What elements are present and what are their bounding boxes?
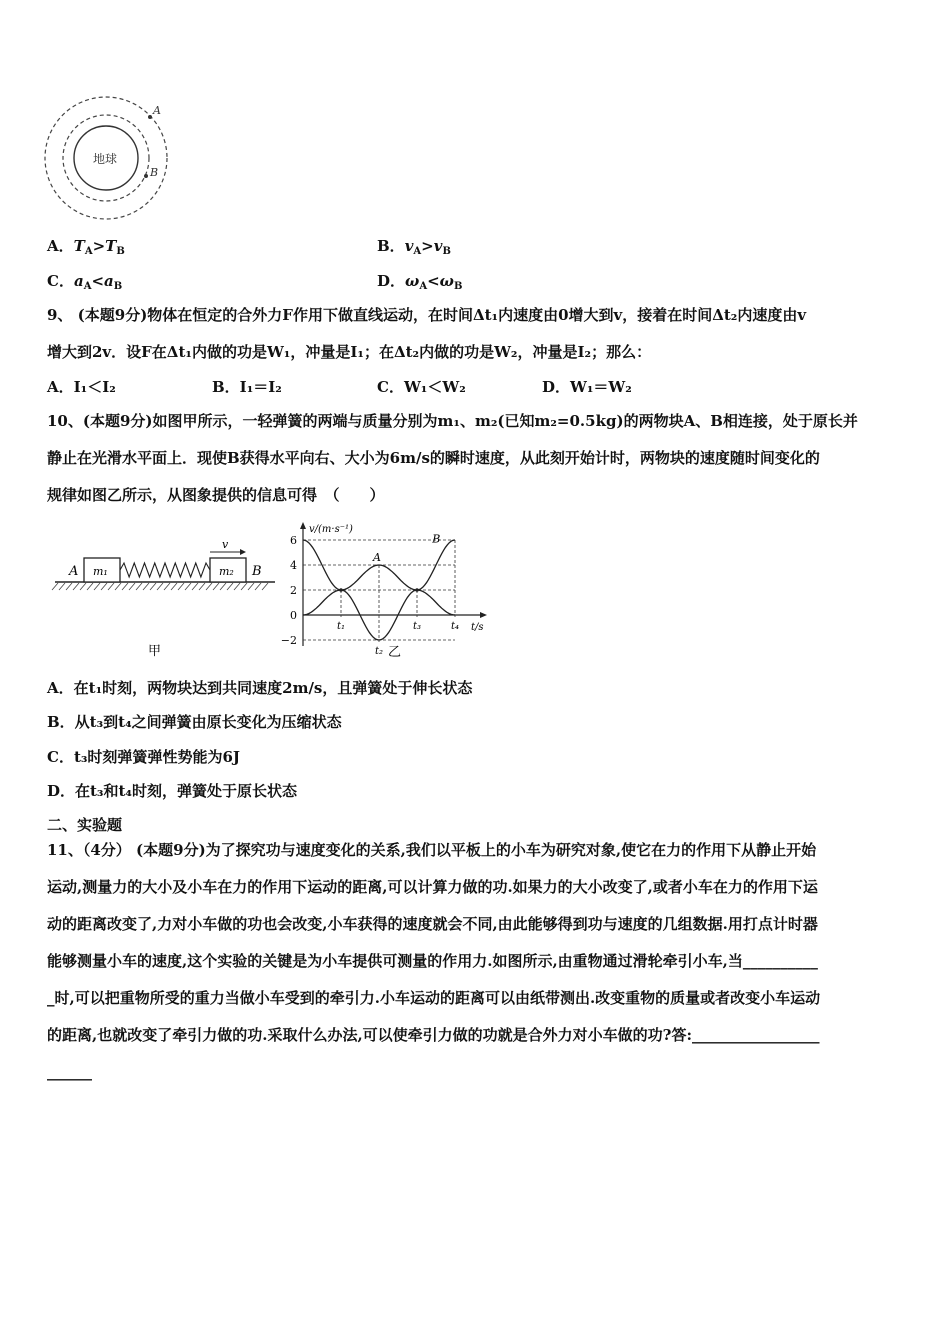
q9-option-c: C．W₁＜W₂ bbox=[377, 378, 466, 396]
q10-line-1: 10、(本题9分)如图甲所示，一轻弹簧的两端与质量分别为m₁、m₂(已知m₂=0.5kg)的两物块A、B相连接，处于原长并 bbox=[47, 412, 858, 430]
satellite-b bbox=[144, 174, 148, 178]
intersection-point bbox=[339, 588, 343, 592]
hatch-mark bbox=[52, 583, 58, 590]
q9-option-d: D．W₁＝W₂ bbox=[542, 378, 632, 396]
y-tick-label: 0 bbox=[290, 609, 297, 622]
figure-caption-jia: 甲 bbox=[148, 644, 162, 659]
q11-line-2: 运动,测量力的大小及小车在力的作用下运动的距离,可以计算力做的功.如果力的大小改变了,或者小车在力的作用下运 bbox=[47, 878, 818, 896]
spring-figure bbox=[50, 530, 280, 665]
hatch-mark bbox=[80, 583, 86, 590]
hatch-mark bbox=[178, 583, 184, 590]
hatch-mark bbox=[185, 583, 191, 590]
q8-option-b: B．$v_A>v_B$ bbox=[377, 237, 451, 257]
hatch-mark bbox=[227, 583, 233, 590]
chart-caption-yi: 乙 bbox=[388, 645, 402, 660]
hatch-mark bbox=[220, 583, 226, 590]
hatch-mark bbox=[206, 583, 212, 590]
hatch-mark bbox=[255, 583, 261, 590]
satellite-a bbox=[148, 115, 152, 119]
hatch-mark bbox=[213, 583, 219, 590]
q11-line-5: _时,可以把重物所受的重力当做小车受到的牵引力.小车运动的距离可以由纸带测出.改变重物的质量或者改变小车运动 bbox=[47, 989, 821, 1007]
hatch-mark bbox=[101, 583, 107, 590]
hatch-mark bbox=[171, 583, 177, 590]
hatch-mark bbox=[157, 583, 163, 590]
point-b-label: B bbox=[150, 166, 159, 179]
velocity-arrowhead bbox=[240, 549, 246, 555]
q8-option-a: A．$T_A>T_B$ bbox=[47, 237, 125, 257]
q11-line-6: 的距离,也就改变了牵引力做的功.采取什么办法,可以使牵引力做的功就是合外力对小车做的功?答:_________________ bbox=[47, 1026, 820, 1044]
q10-line-3: 规律如图乙所示，从图象提供的信息可得 （ ） bbox=[47, 486, 385, 504]
y-tick-label: −2 bbox=[280, 634, 297, 647]
hatch-mark bbox=[262, 583, 268, 590]
hatch-mark bbox=[164, 583, 170, 590]
q10-option-b: B．从t₃到t₄之间弹簧由原长变化为压缩状态 bbox=[47, 713, 342, 731]
orbit-figure bbox=[40, 92, 180, 222]
hatch-mark bbox=[73, 583, 79, 590]
q8-option-d: D．$\omega_A<\omega_B$ bbox=[377, 272, 463, 292]
q10-line-2: 静止在光滑水平面上．现使B获得水平向右、大小为6m/s的瞬时速度，从此刻开始计时，两物块的速度随时间变化的 bbox=[47, 449, 820, 467]
ground-hatching bbox=[52, 583, 268, 590]
label-a: A bbox=[69, 564, 79, 579]
hatch-mark bbox=[241, 583, 247, 590]
q10-option-a: A．在t₁时刻，两物块达到共同速度2m/s，且弹簧处于伸长状态 bbox=[47, 679, 473, 697]
hatch-mark bbox=[59, 583, 65, 590]
block-m2-label: m₂ bbox=[219, 565, 234, 578]
q10-option-d: D．在t₃和t₄时刻，弹簧处于原长状态 bbox=[47, 782, 298, 800]
section-heading: 二、实验题 bbox=[47, 816, 123, 834]
q8-option-c: C．$a_A<a_B$ bbox=[47, 272, 123, 292]
hatch-mark bbox=[192, 583, 198, 590]
hatch-mark bbox=[66, 583, 72, 590]
hatch-mark bbox=[122, 583, 128, 590]
x-tick-label: t₃ bbox=[413, 621, 422, 632]
x-tick-label: t₄ bbox=[451, 621, 460, 632]
q9-line-2: 增大到2v．设F在Δt₁内做的功是W₁，冲量是I₁；在Δt₂内做的功是W₂，冲量是I₂；那么： bbox=[47, 343, 652, 361]
velocity-label: v bbox=[222, 538, 229, 551]
q10-option-c: C．t₃时刻弹簧弹性势能为6J bbox=[47, 748, 240, 766]
hatch-mark bbox=[248, 583, 254, 590]
q9-line-1: 9、 (本题9分)物体在恒定的合外力F作用下做直线运动，在时间Δt₁内速度由0增大到v，接着在时间Δt₂内速度由v bbox=[47, 306, 807, 324]
block-m1-label: m₁ bbox=[93, 565, 108, 578]
hatch-mark bbox=[87, 583, 93, 590]
hatch-mark bbox=[115, 583, 121, 590]
series-label-b: B bbox=[432, 532, 441, 546]
q11-line-3: 动的距离改变了,力对小车做的功也会改变,小车获得的速度就会不同,由此能够得到功与速度的几组数据.用打点计时器 bbox=[47, 915, 818, 933]
label-b: B bbox=[252, 564, 262, 579]
y-tick-label: 6 bbox=[290, 534, 297, 547]
y-axis-arrowhead bbox=[300, 522, 306, 529]
spring bbox=[120, 563, 210, 577]
hatch-mark bbox=[199, 583, 205, 590]
hatch-mark bbox=[150, 583, 156, 590]
hatch-mark bbox=[136, 583, 142, 590]
hatch-mark bbox=[94, 583, 100, 590]
series-label-a: A bbox=[373, 551, 381, 564]
q9-option-a: A．I₁＜I₂ bbox=[47, 378, 116, 396]
x-axis-label: t/s bbox=[471, 622, 484, 633]
q11-line-4: 能够测量小车的速度,这个实验的关键是为小车提供可测量的作用力.如图所示,由重物通过滑轮牵引小车,当__________ bbox=[47, 952, 818, 970]
hatch-mark bbox=[234, 583, 240, 590]
y-tick-label: 2 bbox=[290, 584, 297, 597]
hatch-mark bbox=[129, 583, 135, 590]
earth-label: 地球 bbox=[93, 152, 118, 166]
q11-line-7: ______ bbox=[47, 1063, 92, 1081]
hatch-mark bbox=[143, 583, 149, 590]
y-tick-label: 4 bbox=[290, 559, 297, 572]
y-axis-label: v/(m·s⁻¹) bbox=[309, 524, 353, 535]
q11-line-1: 11、（4分） (本题9分)为了探究功与速度变化的关系,我们以平板上的小车为研究对象,使它在力的作用下从静止开始 bbox=[47, 841, 817, 859]
x-tick-label: t₁ bbox=[337, 621, 346, 632]
q9-option-b: B．I₁＝I₂ bbox=[212, 378, 282, 396]
x-axis-arrowhead bbox=[480, 612, 487, 618]
point-a-label: A bbox=[153, 104, 161, 117]
x-tick-label: t₂ bbox=[375, 646, 384, 657]
hatch-mark bbox=[108, 583, 114, 590]
velocity-time-chart bbox=[275, 518, 500, 668]
intersection-point bbox=[415, 588, 419, 592]
